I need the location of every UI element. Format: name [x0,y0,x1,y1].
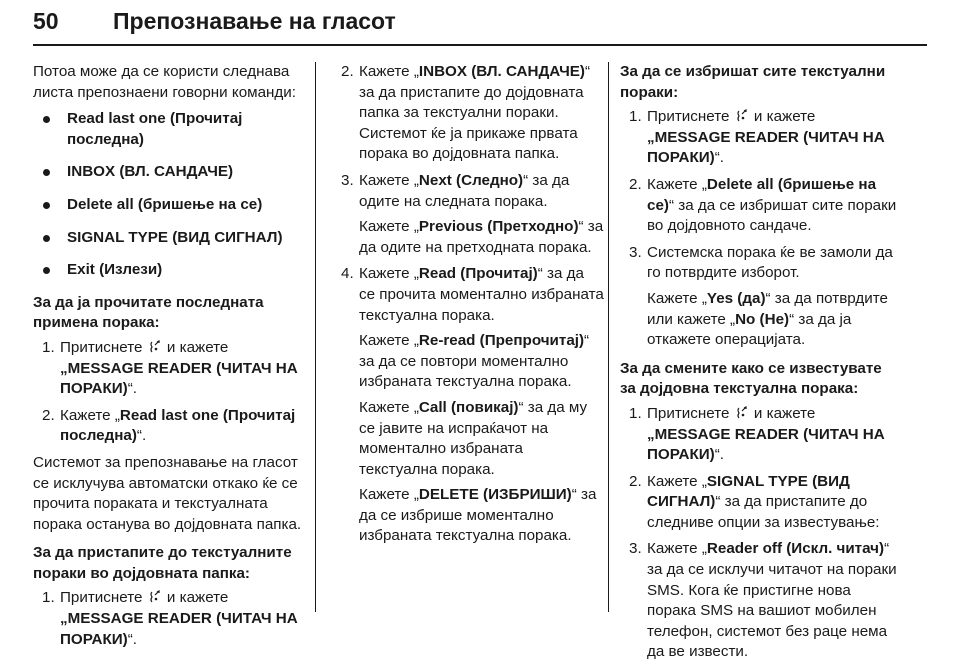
list-item: SIGNAL TYPE (ВИД СИГНАЛ) [33,228,305,249]
list-item: Exit (Излези) [33,260,305,281]
step: 2. Кажете „Read last one (Прочитај последна)“. [42,406,296,445]
section-heading: За да пристапите до текстуалните пораки во дојдовната папка: [33,544,292,582]
list-item: Read last one (Прочитај последна) [33,109,305,150]
page-number: 50 [33,8,59,34]
step: 1. Притиснете и кажете „MESSAGE READER (ЧИТАЧ НА ПОРАКИ)“. [629,404,885,464]
step: 2. Кажете „SIGNAL TYPE (ВИД СИГНАЛ)“ за да пристапите до следниве опции за известување: [629,472,880,531]
bullet-icon [43,202,50,209]
page-header [33,6,927,46]
list-item: Delete all (бришење на се) [33,195,305,216]
column-divider [315,62,316,612]
voice-control-icon [149,340,161,354]
column-divider [608,62,609,612]
bullet-icon [43,235,50,242]
step-note: Кажете „Yes (да)“ за да потврдите или кажете „No (Не)“ за да ја откажете операцијата. [647,289,888,349]
section-heading: За да ја прочитате последната примена порака: [33,293,264,332]
bullet-icon [43,267,50,274]
intro-text: Потоа може да се користи следнава листа препознаени говорни команди: [33,63,296,101]
list-item: INBOX (ВЛ. САНДАЧЕ) [33,162,305,183]
step-note: Кажете „Call (повикај)“ за да му се јавите на испраќачот на моментално избраната текстуална порака. [359,398,588,478]
bullet-icon [43,116,50,123]
step-note: Кажете „DELETE (ИЗБРИШИ)“ за да се избрише моментално избраната текстуална порака. [359,486,597,545]
column-3 [620,62,898,669]
step: 3. Кажете „Next (Следно)“ за да одите на следната порака. Кажете „Previous (Претходно)“ за да одите на претходната порака. [332,171,604,258]
step: 3. Системска порака ќе ве замоли да го потврдите изборот. Кажете „Yes (да)“ за да потврдите или кажете „No (Не)“ за да ја откажете операцијата. [620,243,898,351]
command-list [33,109,305,281]
step: 3. Кажете „Reader off (Искл. читач)“ за да се исклучи читачот на пораки SMS. Кога ќе пристигне нова порака SMS на вашиот мобилен телефон, системот без раце нема да ве извести. [629,540,897,661]
step: 4. Кажете „Read (Прочитај)“ за да се прочита моментално избраната текстуална порака. Кажете „Re-read (Препрочитај)“ за да се повтори моментално избраната текстуална порака. Кажете „Call (повикај)“ за да му се јавите на испраќачот на моментално избраната текстуална порака. Кажете „DELETE (ИЗБРИШИ)“ за да се избрише моментално избраната текстуална порака. [332,264,604,547]
section-heading: За да се избришат сите текстуални пораки: [620,63,886,101]
info-text: Системот за препознавање на гласот се исклучува автоматски откако ќе се прочита пораката и текстуалната порака останува во дојдовната папка. [33,453,302,533]
section-heading: За да смените како се известувате за дојдовна текстуална порака: [620,359,882,398]
step: 1. Притиснете и кажете „MESSAGE READER (ЧИТАЧ НА ПОРАКИ)“. [42,589,298,648]
voice-control-icon [736,406,748,420]
step-note: Кажете „Re-read (Препрочитај)“ за да се повтори моментално избраната текстуална порака. [359,332,590,391]
voice-control-icon [736,109,748,123]
column-1 [33,62,305,656]
page-title: Препознавање на гласот [113,8,396,34]
header-divider [33,44,927,46]
bullet-icon [43,169,50,176]
step: 2. Кажете „INBOX (ВЛ. САНДАЧЕ)“ за да пристапите до дојдовната папка за текстуални пораки. Системот ќе ја прикаже првата порака во дојдовната папка. [341,63,591,163]
step-note: Кажете „Previous (Претходно)“ за да одите на претходната порака. [359,218,604,256]
column-2 [332,62,604,553]
voice-control-icon [149,590,161,604]
step: 1. Притиснете и кажете „MESSAGE READER (ЧИТАЧ НА ПОРАКИ)“. [42,338,298,398]
step: 1. Притиснете и кажете „MESSAGE READER (ЧИТАЧ НА ПОРАКИ)“. [629,108,885,167]
step: 2. Кажете „Delete all (бришење на се)“ за да се избришат сите пораки во дојдовното сандаче. [629,175,897,235]
